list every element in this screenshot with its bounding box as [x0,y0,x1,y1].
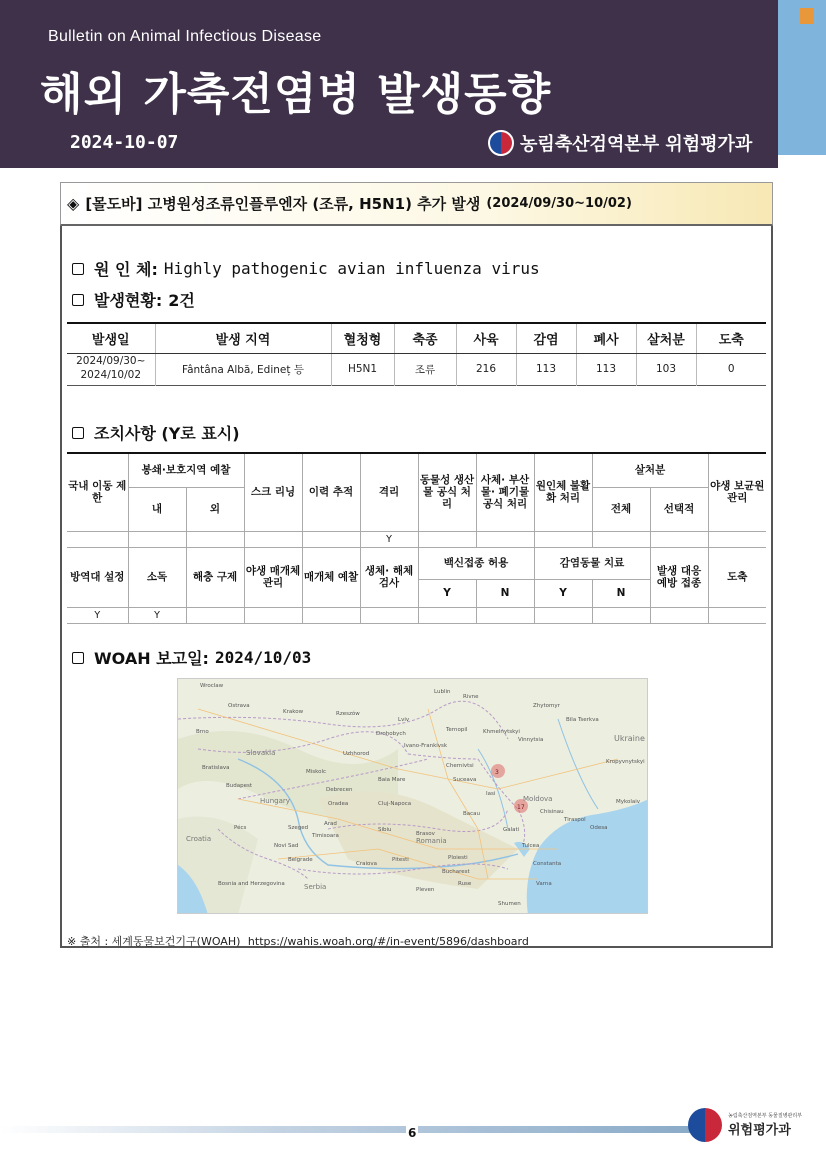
measures-label: 조치사항 (Y로 표시) [94,424,240,443]
col-dead: 폐사 [576,323,636,353]
map-label-sibiu: Sibiu [378,827,392,833]
col-region: 발생 지역 [155,323,331,353]
hdr-control-zone: 방역대 설정 [67,547,128,607]
pathogen-value: Highly pathogenic avian influenza virus [163,259,540,278]
map-label-khmelnytskyi: Khmelnytskyi [483,729,520,735]
map-label-oradea: Oradea [328,801,349,807]
source-prefix: ※ 출처 : 세계동물보건기구(WOAH) [67,935,241,948]
col-culled: 살처분 [636,323,696,353]
map-label-bila-tserkva: Bila Tserkva [566,717,599,723]
hdr-screening: 스크 리닝 [244,453,302,531]
val-dissection [360,607,418,623]
hdr-treatment-y: Y [534,579,592,607]
val-cull-all [592,531,650,547]
map-label-craiova: Craiova [356,861,377,867]
map-label-serbia: Serbia [304,883,327,891]
map-label-ivano-frankivsk: Ivano-Frankivsk [404,743,448,749]
map-label-ostrava: Ostrava [228,703,250,709]
map-label-budapest: Budapest [226,783,253,789]
map-label-chisinau: Chisinau [540,809,564,815]
val-trace [302,531,360,547]
header-accent [778,0,826,155]
val-wild-vector [244,607,302,623]
hdr-dissection: 생체· 해체 검사 [360,547,418,607]
map-label-tiraspol: Tiraspol [564,817,586,823]
map-label-bratislava: Bratislava [202,765,230,771]
map-label-shumen: Shumen [498,901,521,907]
map-label-cluj-napoca: Cluj-Napoca [378,801,412,807]
hdr-disinfect: 소독 [128,547,186,607]
hdr-isolation: 격리 [360,453,418,531]
map-label-slovakia: Slovakia [246,749,276,757]
table-header-row [67,323,766,353]
checkbox-square-icon [72,427,84,439]
bookmark-tab-icon [800,8,814,24]
map-label-zhytomyr: Zhytomyr [533,703,560,709]
val-vaccine-y [418,607,476,623]
bulletin-english-title: Bulletin on Animal Infectious Disease [48,28,322,45]
val-products [418,531,476,547]
page-number: 6 [408,1126,417,1140]
val-treatment-n [592,607,650,623]
map-label-debrecen: Debrecen [326,787,353,793]
col-slaughtered: 도축 [696,323,766,353]
val-vector-watch [302,607,360,623]
map-label-timisoara: Timisoara [312,833,339,839]
cell-date: 2024/09/30~ 2024/10/02 [76,355,146,381]
outbreak-map[interactable] [177,678,648,914]
map-label-brno: Brno [196,729,209,735]
map-label-miskolc: Miskolc [306,769,327,775]
map-label-rivne: Rivne [463,694,479,700]
map-label-vinnytsia: Vinnytsia [518,737,544,743]
col-species: 축종 [394,323,456,353]
hdr-treatment-n: N [592,579,650,607]
map-marker-3: 3 [495,769,499,776]
val-zone-out [186,531,244,547]
val-carcass [476,531,534,547]
org-name [488,130,752,156]
hdr-cull-selective: 선택적 [650,487,708,531]
map-label-bosnia: Bosnia and Herzegovina [218,881,285,887]
map-label-constanta: Constanta [533,861,562,867]
map-label-galati: Galati [503,827,520,833]
status-value: 2건 [168,291,195,310]
col-date: 발생일 [67,323,155,353]
hdr-wild-vector: 야생 매개체 관리 [244,547,302,607]
measures-header-row-2a [67,547,766,579]
map-label-pecs: Pécs [234,825,247,831]
map-label-mykolaiv: Mykolaiv [616,799,641,805]
val-zone-in [128,531,186,547]
val-control-zone: Y [67,607,128,623]
val-treatment-y [534,607,592,623]
map-label-lublin: Lublin [434,689,451,695]
map-label-kropyvnytskyi: Kropyvnytskyi [606,759,645,765]
val-pest [186,607,244,623]
hdr-zone: 봉쇄·보호지역 예찰 [128,453,244,487]
map-marker-17: 17 [517,804,525,811]
map-label-lviv: Lviv [398,717,410,723]
map-label-moldova: Moldova [523,795,553,803]
cell-region: Fântâna Albă, Edineț 등 [155,353,331,385]
map-canvas [178,679,648,914]
status-line [72,288,195,311]
map-label-brasov: Brasov [416,831,435,837]
hdr-pathogen: 원인체 불활화 처리 [534,453,592,531]
page-title: 해외 가축전염병 발생동향 [40,69,552,120]
map-label-wroclaw: Wroclaw [200,683,224,689]
taeguk-logo-icon [688,1108,722,1142]
map-label-ruse: Ruse [458,881,472,887]
pathogen-label: 원 인 체: [94,260,158,279]
hdr-vaccine-n: N [476,579,534,607]
cell-culled: 103 [636,353,696,385]
report-title-bar [60,182,773,226]
map-label-baia-mare: Baia Mare [378,777,406,783]
val-isolation: Y [360,531,418,547]
map-label-belgrade: Belgrade [288,857,313,863]
map-label-pitesti: Pitesti [392,857,409,863]
val-screening [244,531,302,547]
source-note [67,933,529,949]
measures-value-row-1 [67,531,766,547]
cell-slaughtered: 0 [696,353,766,385]
footer-bar [0,1126,690,1133]
cell-raised: 216 [456,353,516,385]
hdr-cull: 살처분 [592,453,708,487]
val-pathogen [534,531,592,547]
map-label-ternopil: Ternopil [446,727,468,733]
map-label-bucharest: Bucharest [442,869,470,875]
col-serotype: 혈청형 [331,323,394,353]
measures-line [72,421,240,444]
col-infected: 감염 [516,323,576,353]
measures-table [67,452,766,624]
footer-org-big: 위험평가과 [728,1123,791,1138]
diamond-icon: ◈ [67,194,80,213]
col-raised: 사육 [456,323,516,353]
cell-serotype: H5N1 [331,353,394,385]
hdr-zone-out: 외 [186,487,244,531]
status-label: 발생현황: [94,291,163,310]
hdr-movement: 국내 이동 제한 [67,453,128,531]
map-label-odesa: Odesa [590,825,608,831]
map-label-szeged: Szeged [288,825,309,831]
report-date: 2024-10-07 [70,132,179,153]
hdr-zone-in: 내 [128,487,186,531]
val-disinfect: Y [128,607,186,623]
table-row [67,353,766,385]
taeguk-logo-icon [488,130,514,156]
checkbox-square-icon [72,652,84,664]
footer-logo [688,1108,802,1142]
map-label-tulcea: Tulcea [522,843,540,849]
map-label-ploiesti: Ploiesti [448,855,468,861]
hdr-vaccine: 백신접종 허용 [418,547,534,579]
map-label-varna: Varna [536,881,552,887]
map-label-chernivtsi: Chernivtsi [446,763,474,769]
hdr-vector-watch: 매개체 예찰 [302,547,360,607]
map-label-pleven: Pleven [416,887,435,893]
map-label-drohobych: Drohobych [376,731,406,737]
hdr-vaccine-y: Y [418,579,476,607]
val-prevent [650,607,708,623]
hdr-cull-all: 전체 [592,487,650,531]
header-band [0,0,778,168]
woah-value: 2024/10/03 [214,648,312,667]
cell-dead: 113 [576,353,636,385]
hdr-trace: 이력 추적 [302,453,360,531]
checkbox-square-icon [72,294,84,306]
org-label: 농림축산검역본부 위험평가과 [520,134,753,155]
map-label-krakow: Krakow [283,709,304,715]
hdr-products: 동물성 생산물 공식 처리 [418,453,476,531]
val-cull-selective [650,531,708,547]
map-label-hungary: Hungary [260,797,290,805]
cell-species: 조류 [394,353,456,385]
hdr-treatment: 감염동물 치료 [534,547,650,579]
checkbox-square-icon [72,263,84,275]
val-wildlife [708,531,766,547]
map-label-arad: Arad [324,821,337,827]
hdr-pest: 해충 구제 [186,547,244,607]
source-link[interactable]: https://wahis.woah.org/#/in-event/5896/dashboard [247,935,529,948]
pathogen-line [72,257,540,280]
woah-label: WOAH 보고일: [94,649,209,668]
report-period: (2024/09/30~10/02) [486,196,632,211]
map-label-bacau: Bacau [463,811,481,817]
val-vaccine-n [476,607,534,623]
map-label-romania: Romania [416,837,447,845]
measures-header-row-1a [67,453,766,487]
woah-line [72,646,311,669]
map-label-rzeszow: Rzeszów [336,711,360,717]
cell-infected: 113 [516,353,576,385]
measures-value-row-2 [67,607,766,623]
map-label-novi-sad: Novi Sad [274,843,299,849]
outbreak-table [67,322,766,386]
report-title: [몰도바] 고병원성조류인플루엔자 (조류, H5N1) 추가 발생 [85,195,481,213]
map-label-uzhhorod: Uzhhorod [343,751,370,757]
hdr-slaughter: 도축 [708,547,766,607]
map-label-ukraine: Ukraine [614,734,645,743]
hdr-prevent: 발생 대응 예방 접종 [650,547,708,607]
footer-org-small: 농림축산검역본부 동물질병관리부 [728,1113,803,1119]
hdr-carcass: 사체· 부산물· 폐기물 공식 처리 [476,453,534,531]
map-label-iasi: Iasi [486,791,496,797]
val-movement [67,531,128,547]
val-slaughter [708,607,766,623]
map-label-suceava: Suceava [453,777,477,783]
hdr-wildlife: 야생 보균원 관리 [708,453,766,531]
map-label-croatia: Croatia [186,835,212,843]
